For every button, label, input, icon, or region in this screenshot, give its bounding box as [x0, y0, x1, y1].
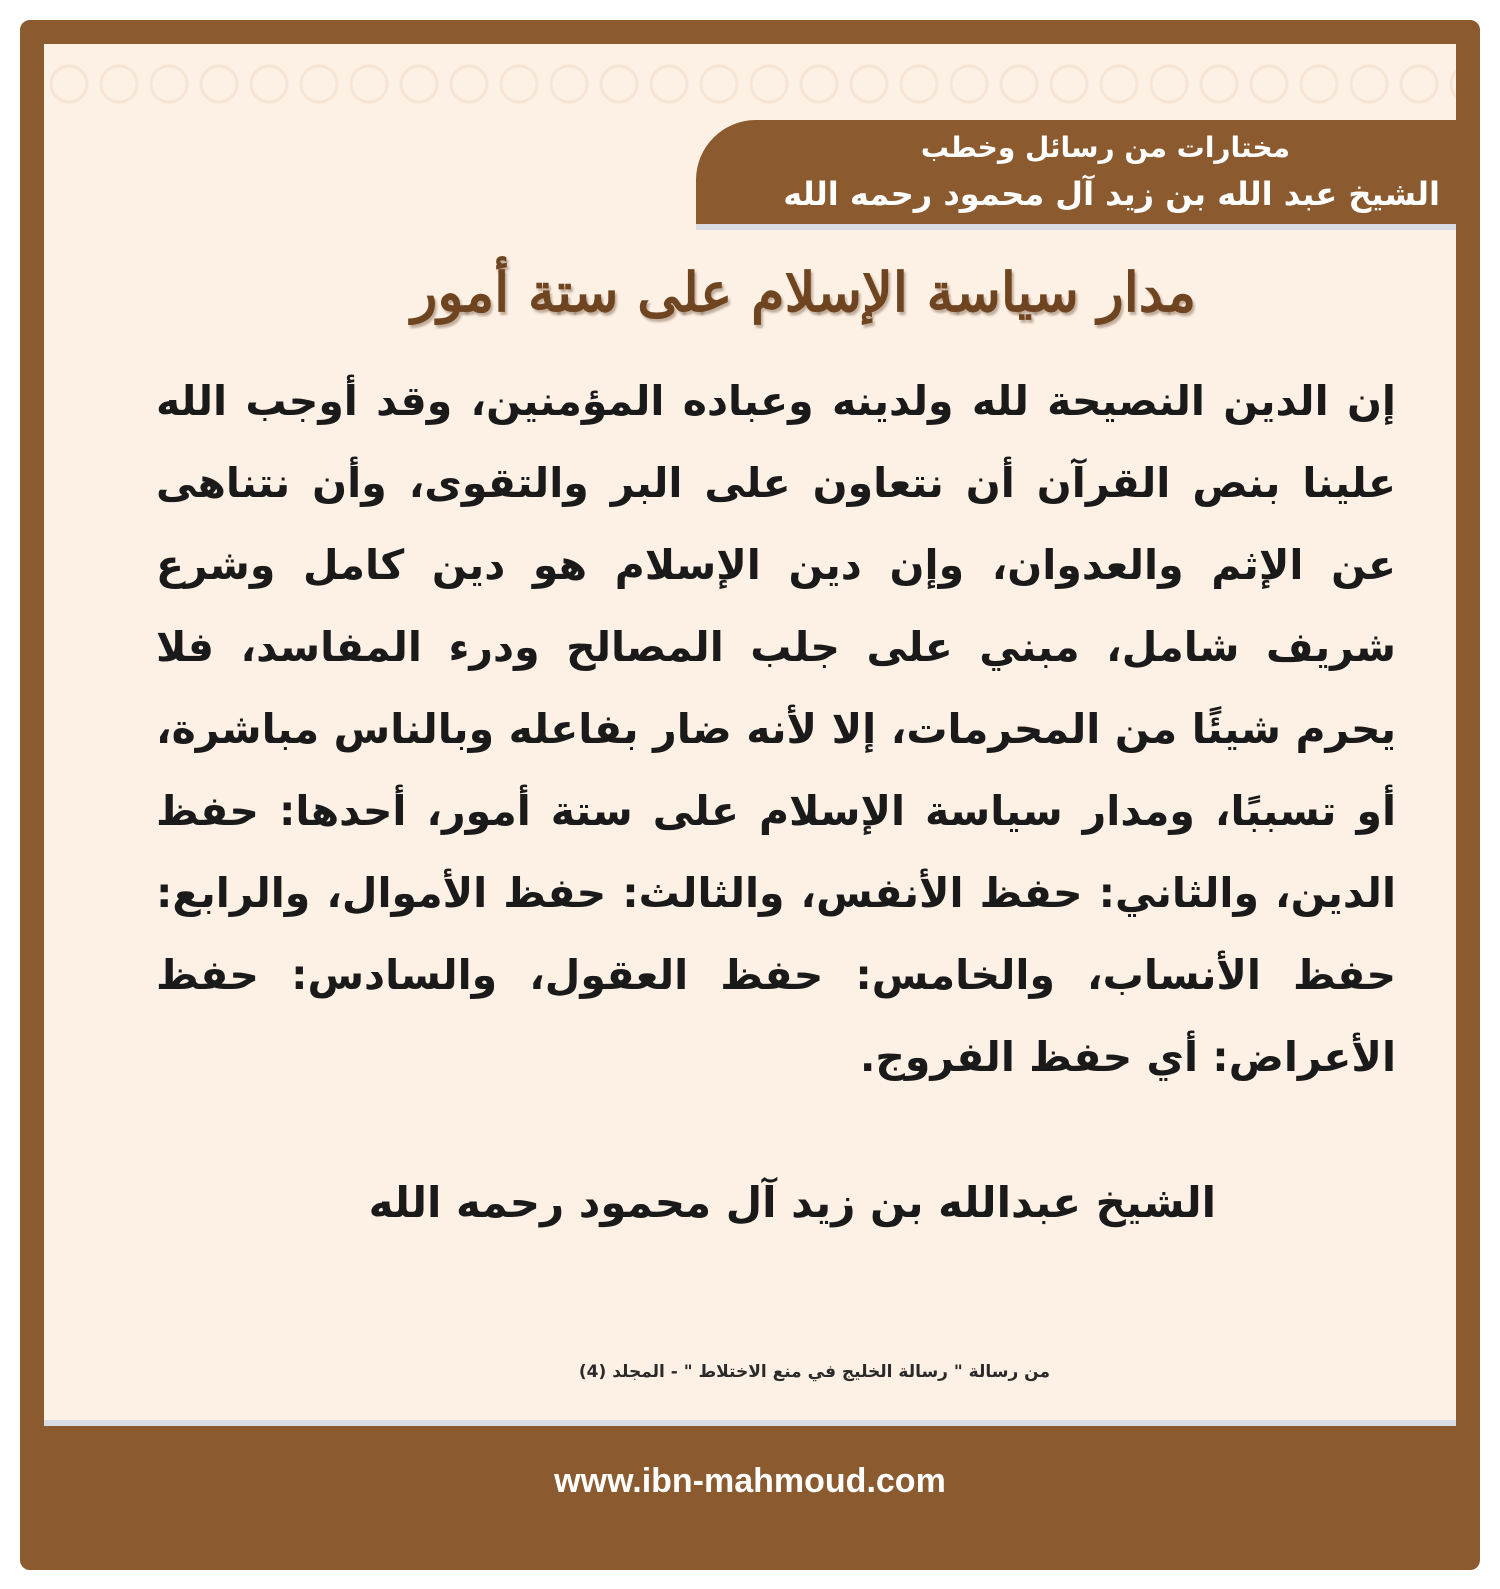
- source-citation: من رسالة " رسالة الخليج في منع الاختلاط " - المجلد (4): [578, 1362, 1050, 1382]
- page-title: مدار سياسة الإسلام على ستة أمور: [411, 260, 1196, 324]
- content-panel: [44, 44, 1456, 1538]
- decorative-pattern: [44, 44, 1456, 124]
- author-signature: الشيخ عبدالله بن زيد آل محمود رحمه الله: [368, 1178, 1216, 1227]
- website-link[interactable]: www.ibn-mahmoud.com: [554, 1462, 946, 1500]
- header-band: [696, 120, 1456, 230]
- outer-frame: [20, 20, 1480, 1570]
- header-author: الشيخ عبد الله بن زيد آل محمود رحمه الله: [783, 175, 1440, 213]
- body-paragraph: إن الدين النصيحة لله ولدينه وعباده المؤمنين، وقد أوجب الله علينا بنص القرآن أن نتعاون على البر والتقوى، وأن نتناهى عن الإثم والعدوان، وإن دين الإسلام هو دين كامل وشرع شريف شامل، مبني على جلب المصالح ودرء المفاسد، فلا يحرم شيئًا من المحرمات، إلا لأنه ضار بفاعله وبالناس مباشرة، أو تسببًا، ومدار سياسة الإسلام على ستة أمور، أحدها: حفظ الدين، والثاني: حفظ الأنفس، والثالث: حفظ الأموال، والرابع: حفظ الأنساب، والخامس: حفظ العقول، والسادس: حفظ الأعراض: أي حفظ الفروج.: [156, 377, 1396, 1081]
- footer-band: [44, 1420, 1456, 1538]
- header-series-title: مختارات من رسائل وخطب: [920, 131, 1290, 164]
